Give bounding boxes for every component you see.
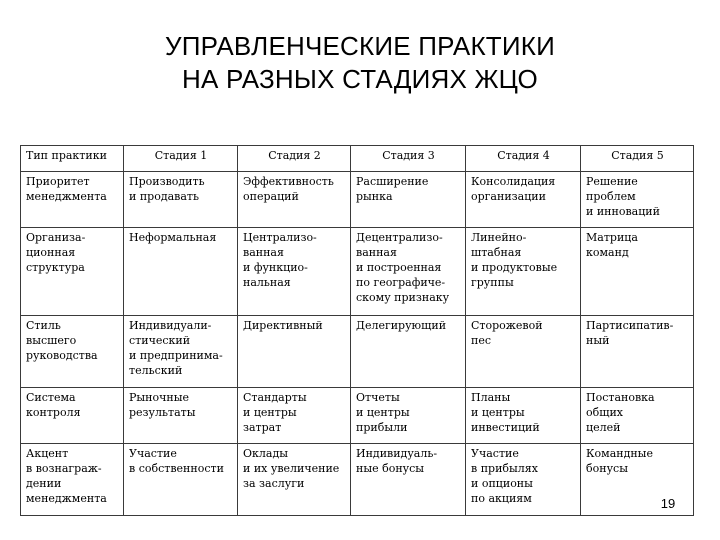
table-cell: Постановка общих целей (581, 388, 694, 444)
table-cell: Акцент в вознаграж- дении менеджмента (21, 444, 124, 516)
table-cell: Командные бонусы (581, 444, 694, 516)
table-cell: Участие в собственности (124, 444, 238, 516)
slide-title (0, 30, 720, 96)
table-cell: Индивидуали- стический и предпринима- тельский (124, 316, 238, 388)
table-cell: Решение проблем и инноваций (581, 172, 694, 228)
table-cell: Централизо- ванная и функцио- нальная (238, 228, 351, 316)
table-cell: Производить и продавать (124, 172, 238, 228)
table-cell: Матрица команд (581, 228, 694, 316)
table-cell: Директивный (238, 316, 351, 388)
table-cell: Партисипатив- ный (581, 316, 694, 388)
page-number: 19 (648, 493, 688, 515)
table-row (21, 444, 694, 516)
header-practice-type: Тип практики (21, 146, 124, 172)
table-cell: Сторожевой пес (466, 316, 581, 388)
table-cell: Делегирующий (351, 316, 466, 388)
table-cell: Стандарты и центры затрат (238, 388, 351, 444)
table-cell: Организа- ционная структура (21, 228, 124, 316)
header-stage-3: Стадия 3 (351, 146, 466, 172)
table-cell: Оклады и их увеличение за заслуги (238, 444, 351, 516)
table-row (21, 172, 694, 228)
practices-table (20, 145, 694, 516)
table-cell: Индивидуаль- ные бонусы (351, 444, 466, 516)
table-row (21, 388, 694, 444)
table-cell: Линейно- штабная и продуктовые группы (466, 228, 581, 316)
table-cell: Планы и центры инвестиций (466, 388, 581, 444)
table-cell: Децентрализо- ванная и построенная по географиче- скому признаку (351, 228, 466, 316)
table-header-row (21, 146, 694, 172)
table-cell: Эффективность операций (238, 172, 351, 228)
header-stage-1: Стадия 1 (124, 146, 238, 172)
table-cell: Консолидация организации (466, 172, 581, 228)
slide-title-line-1: УПРАВЛЕНЧЕСКИЕ ПРАКТИКИ (164, 31, 555, 61)
table-row (21, 316, 694, 388)
table-cell: Расширение рынка (351, 172, 466, 228)
table-cell: Стиль высшего руководства (21, 316, 124, 388)
table-cell: Приоритет менеджмента (21, 172, 124, 228)
slide-title-line-2: НА РАЗНЫХ СТАДИЯХ ЖЦО (182, 64, 538, 94)
table-cell: Рыночные результаты (124, 388, 238, 444)
header-stage-2: Стадия 2 (238, 146, 351, 172)
table-cell: Участие в прибылях и опционы по акциям (466, 444, 581, 516)
header-stage-5: Стадия 5 (581, 146, 694, 172)
table-cell: Неформальная (124, 228, 238, 316)
header-stage-4: Стадия 4 (466, 146, 581, 172)
table-cell: Отчеты и центры прибыли (351, 388, 466, 444)
table-row (21, 228, 694, 316)
table-cell: Система контроля (21, 388, 124, 444)
